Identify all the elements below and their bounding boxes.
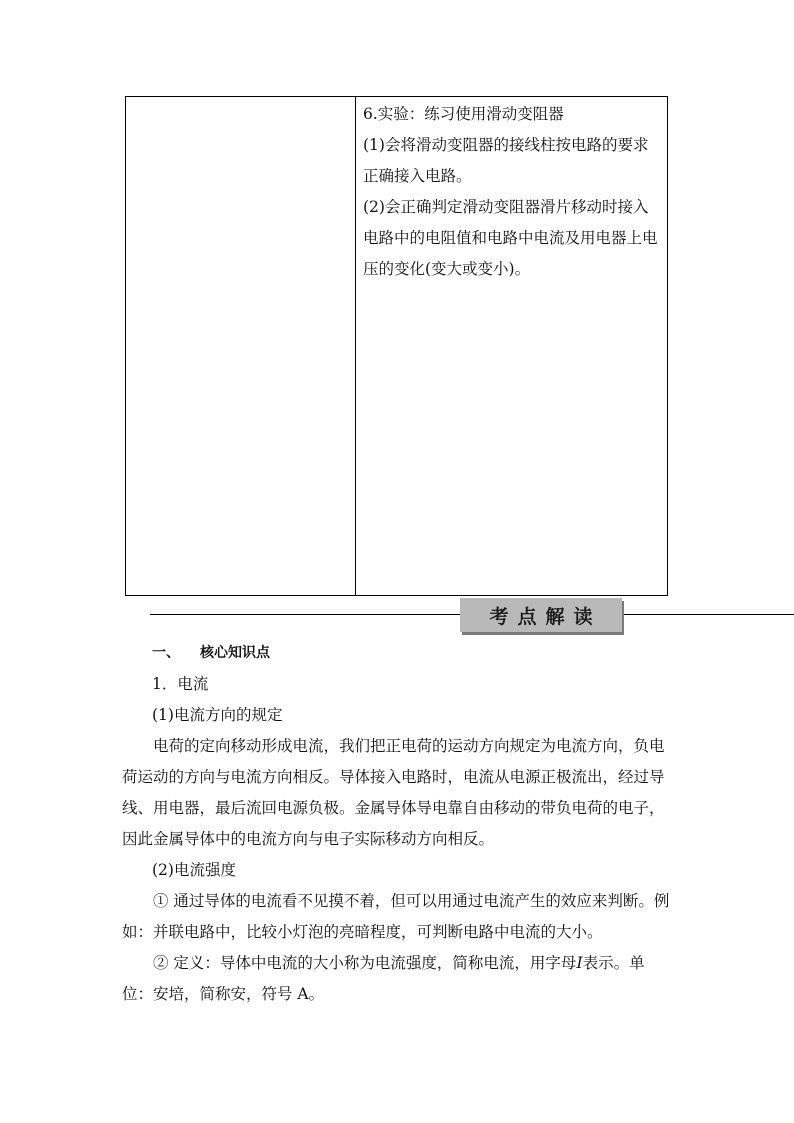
section-heading-number: 一、 [152,645,180,661]
section-heading [122,638,674,669]
banner-rule-left [150,614,460,615]
table-right-cell [356,97,667,595]
point-1: ① 通过导体的电流看不见摸不着，但可以用通过电流产生的效应来判断。例如：并联电路中，比较小灯泡的亮暗程度，可判断电路中电流的大小。 [122,892,670,941]
objectives-table [125,96,668,596]
current-symbol: I [576,954,583,972]
experiment-title: 6.实验：练习使用滑动变阻器 [363,105,564,123]
point-2-text-a: ② 定义：导体中电流的大小称为电流强度，简称电流，用字母 [153,954,577,972]
point-2 [122,948,674,1010]
point-2-text-b: 表示。单位：安培，简称安，符号 A。 [122,954,645,1003]
subheading-current: 1．电流 [152,675,209,693]
section-heading-text: 核心知识点 [200,645,270,661]
experiment-item-2: (2)会正确判定滑动变阻器滑片移动时接入电路中的电阻值和电路中电流及用电器上电压的变化(变大或变小)。 [363,198,658,278]
paragraph-current-direction: 电荷的定向移动形成电流，我们把正电荷的运动方向规定为电流方向，负电荷运动的方向与电流方向相反。导体接入电路时，电流从电源正极流出，经过导线、用电器，最后流回电源负极。金属导体导电靠自由移动的带负电荷的电子，因此金属导体中的电流方向与电子实际移动方向相反。 [122,737,665,848]
section-banner: 考点解读 [460,598,622,632]
banner-rule-right [622,614,794,615]
section-content [122,638,674,1010]
table-left-cell [126,97,356,595]
experiment-item-1: (1)会将滑动变阻器的接线柱按电路的要求正确接入电路。 [363,136,649,185]
subheading-current-intensity: (2)电流强度 [152,861,236,879]
subheading-current-direction: (1)电流方向的规定 [152,706,283,724]
